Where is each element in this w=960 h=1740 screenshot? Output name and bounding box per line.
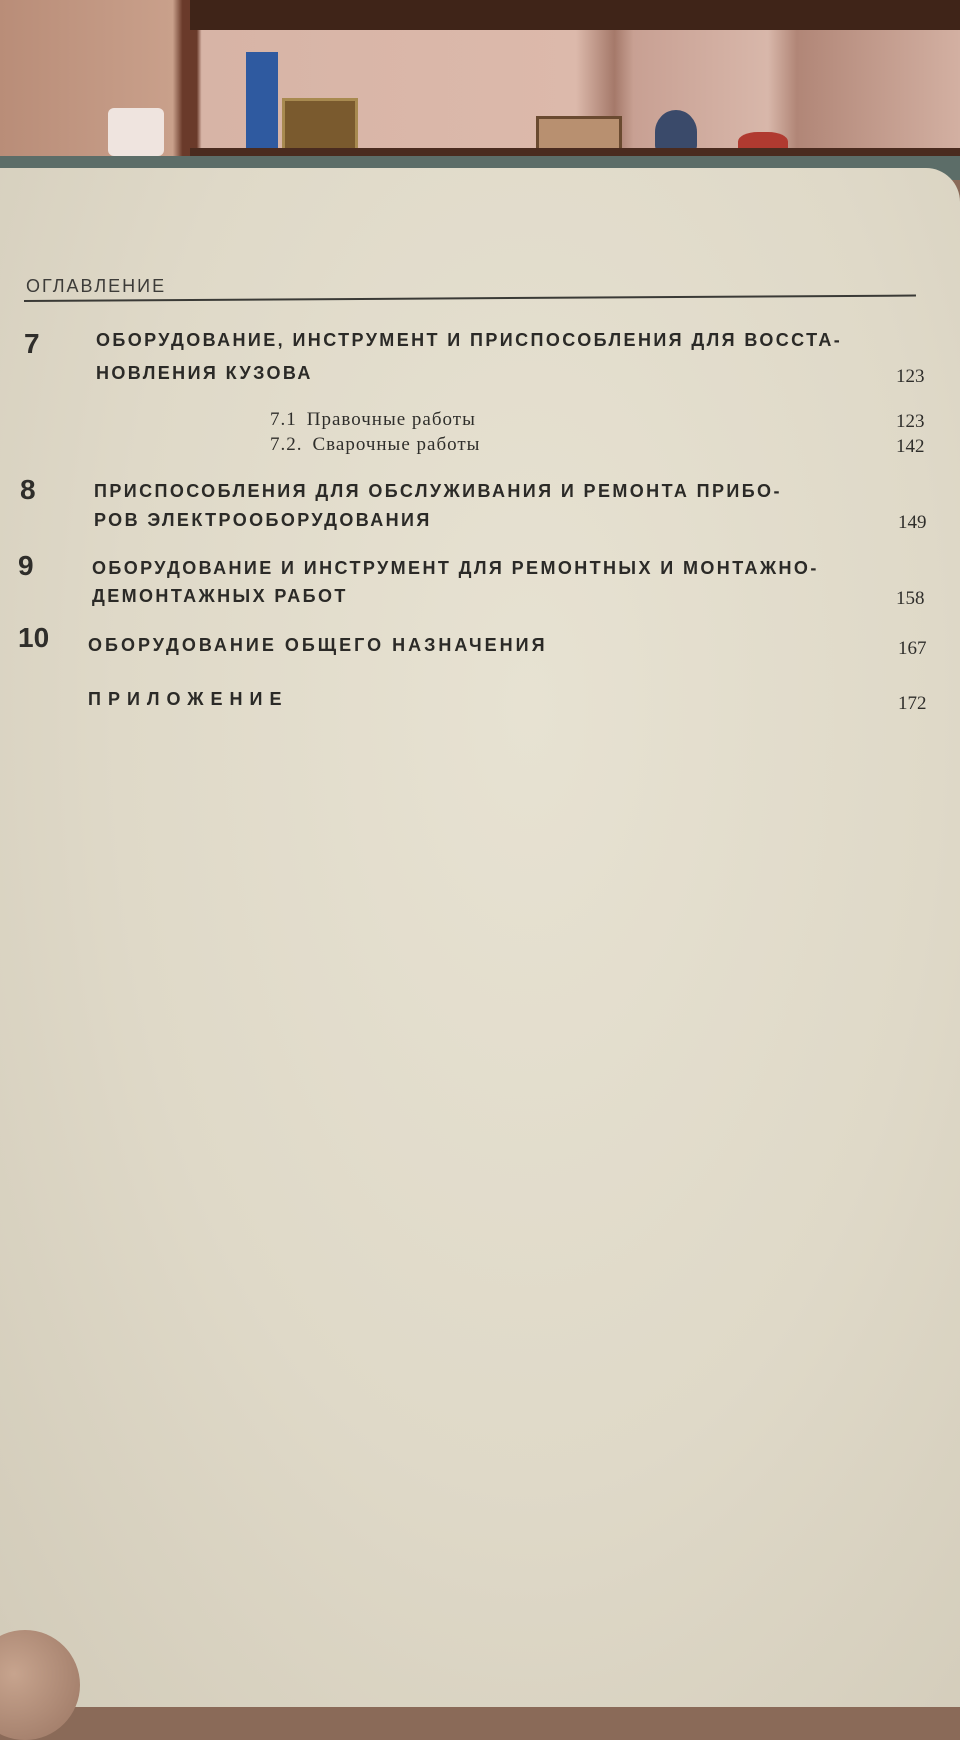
- chapter-page-number: 149: [898, 512, 927, 533]
- appendix-page-number: 172: [898, 693, 927, 714]
- chapter-title-line-2: РОВ ЭЛЕКТРООБОРУДОВАНИЯ: [94, 510, 432, 530]
- section-entry: [270, 434, 480, 456]
- chapter-title-line-2: ДЕМОНТАЖНЫХ РАБОТ: [92, 586, 348, 606]
- section-title: Сварочные работы: [312, 434, 481, 455]
- section-title: Правочные работы: [306, 409, 476, 430]
- section-number: 7.2.: [270, 434, 303, 455]
- chapter-title-line-1: ОБОРУДОВАНИЕ, ИНСТРУМЕНТ И ПРИСПОСОБЛЕНИЯ ДЛЯ ВОССТА-: [96, 330, 843, 350]
- chapter-title-line-1: ПРИСПОСОБЛЕНИЯ ДЛЯ ОБСЛУЖИВАНИЯ И РЕМОНТА ПРИБО-: [94, 481, 782, 501]
- shelf-top-board: [190, 0, 960, 30]
- chapter-title-line-2: НОВЛЕНИЯ КУЗОВА: [96, 363, 313, 383]
- chapter-page-number: 158: [896, 588, 925, 609]
- section-entry: [270, 409, 476, 431]
- chapter-title-line-1: ОБОРУДОВАНИЕ ОБЩЕГО НАЗНАЧЕНИЯ: [88, 635, 548, 655]
- chapter-page-number: 123: [896, 366, 925, 387]
- wall-switch: [108, 108, 164, 156]
- book-page: [0, 168, 960, 1707]
- section-page-number: 123: [896, 411, 925, 432]
- section-number: 7.1: [270, 409, 297, 430]
- chapter-title-line-1: ОБОРУДОВАНИЕ И ИНСТРУМЕНТ ДЛЯ РЕМОНТНЫХ И МОНТАЖНО-: [92, 558, 819, 578]
- shelf-book: [246, 52, 278, 152]
- chapter-number: 8: [20, 474, 36, 505]
- toc-header: ОГЛАВЛЕНИЕ: [26, 276, 167, 296]
- chapter-number: 7: [24, 328, 40, 359]
- chapter-number: 9: [18, 550, 34, 581]
- chapter-number: 10: [18, 622, 50, 653]
- appendix-title: ПРИЛОЖЕНИЕ: [88, 689, 289, 709]
- section-page-number: 142: [896, 436, 925, 457]
- chapter-page-number: 167: [898, 638, 927, 659]
